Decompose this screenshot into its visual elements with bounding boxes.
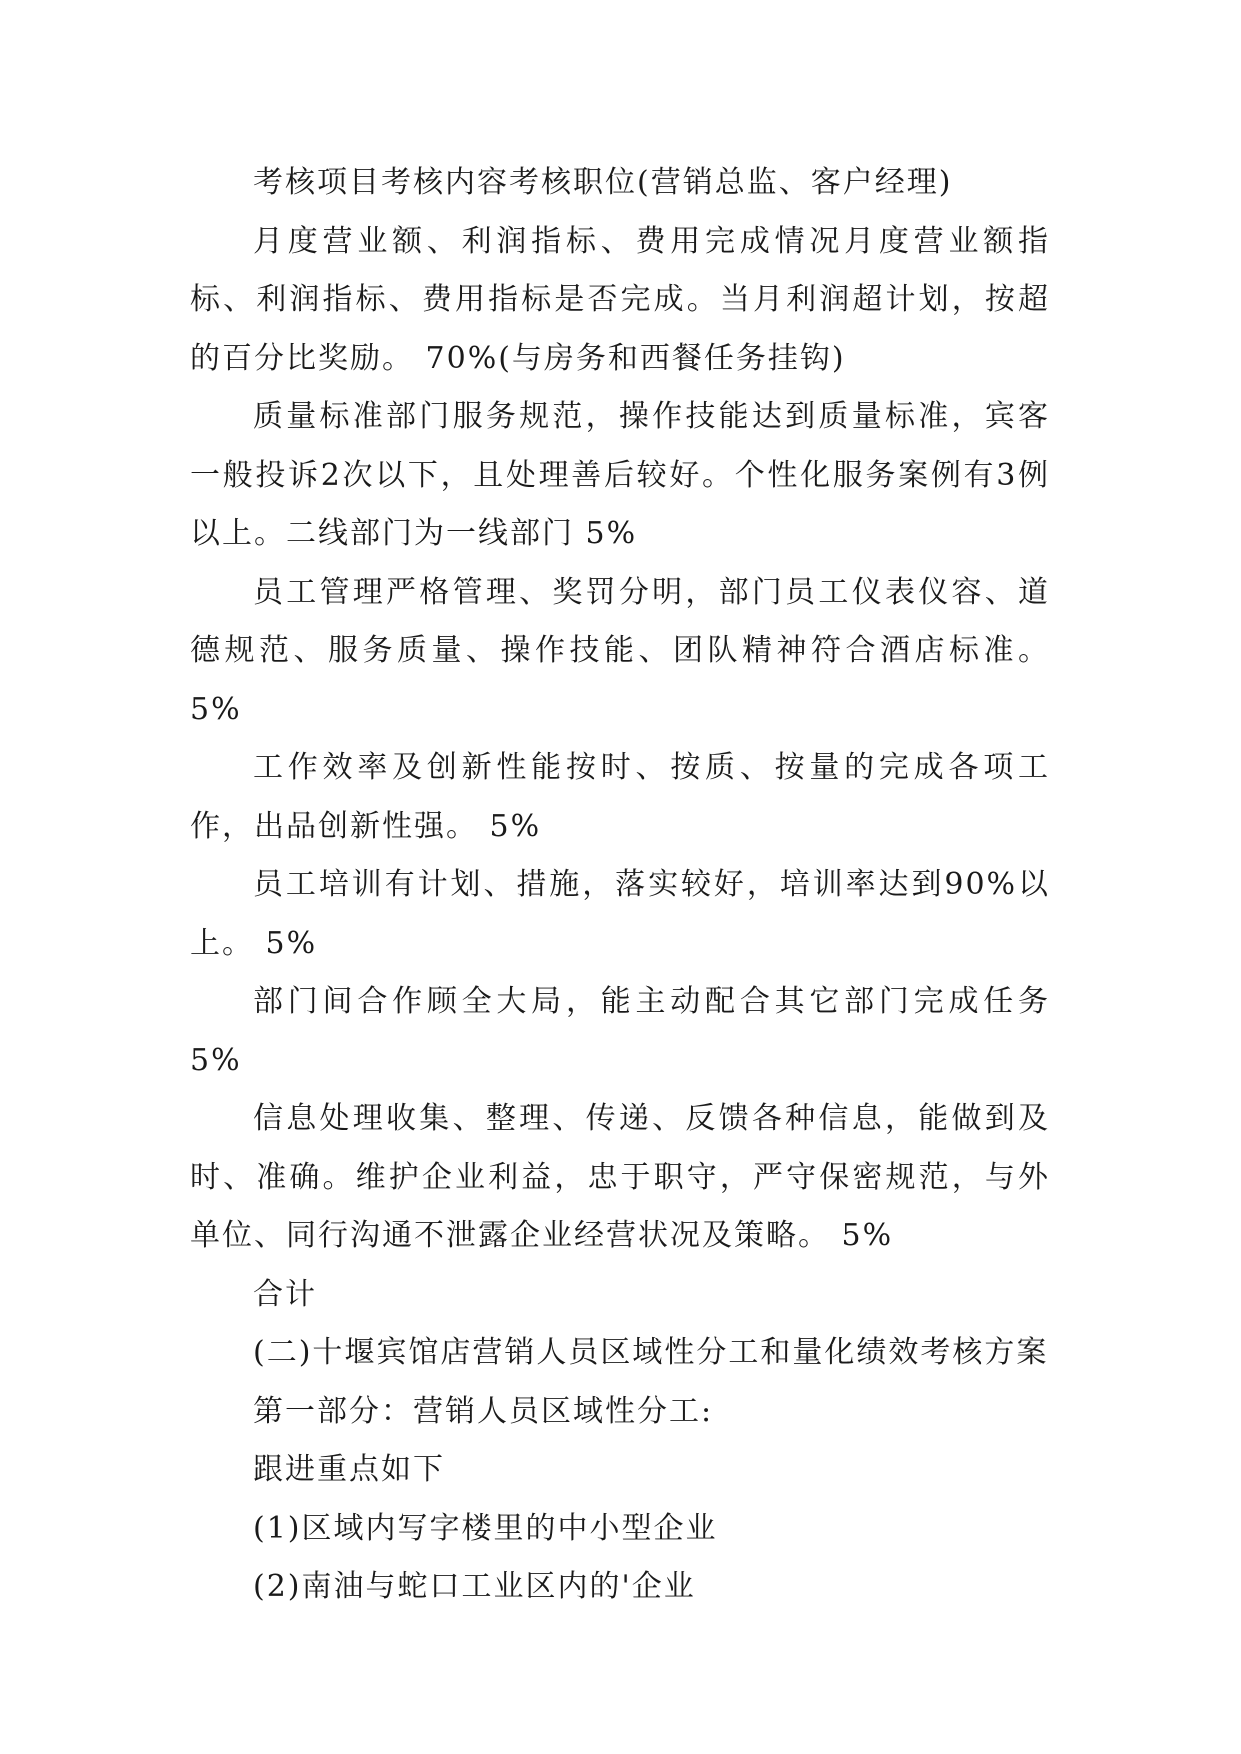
paragraph-staff-management: 员工管理严格管理、奖罚分明，部门员工仪表仪容、道德规范、服务质量、操作技能、团队精神符合酒店标准。 5% — [190, 574, 1050, 727]
paragraph-monthly-revenue: 月度营业额、利润指标、费用完成情况月度营业额指标、利润指标、费用指标是否完成。当月利润超计划，按超的百分比奖励。 70%(与房务和西餐任务挂钩) — [190, 223, 1050, 376]
paragraph-focus-item-2: (2)南油与蛇口工业区内的'企业 — [253, 1569, 696, 1604]
document-page — [190, 154, 1050, 1617]
paragraph-information-processing: 信息处理收集、整理、传递、反馈各种信息，能做到及时、准确。维护企业利益，忠于职守，严守保密规范，与外单位、同行沟通不泄露企业经营状况及策略。 5% — [190, 1101, 1050, 1253]
paragraph-total: 合计 — [253, 1276, 317, 1312]
paragraph-part-one-title: 第一部分：营销人员区域性分工: — [253, 1393, 714, 1429]
paragraph-staff-training: 员工培训有计划、措施，落实较好，培训率达到90%以上。 5% — [190, 867, 1050, 961]
paragraph-focus-intro: 跟进重点如下 — [253, 1452, 445, 1487]
paragraph-section-two-title: (二)十堰宾馆店营销人员区域性分工和量化绩效考核方案 — [253, 1335, 1049, 1370]
paragraph-quality-standard: 质量标准部门服务规范，操作技能达到质量标准，宾客一般投诉2次以下，且处理善后较好。个性化服务案例有3例以上。二线部门为一线部门 5% — [190, 399, 1050, 551]
paragraph-focus-item-1: (1)区域内写字楼里的中小型企业 — [253, 1510, 718, 1546]
paragraph-interdepartment-cooperation: 部门间合作顾全大局，能主动配合其它部门完成任务 5% — [190, 984, 1050, 1078]
paragraph-assessment-header: 考核项目考核内容考核职位(营销总监、客户经理) — [253, 165, 953, 200]
paragraph-work-efficiency: 工作效率及创新性能按时、按质、按量的完成各项工作，出品创新性强。 5% — [190, 750, 1050, 844]
